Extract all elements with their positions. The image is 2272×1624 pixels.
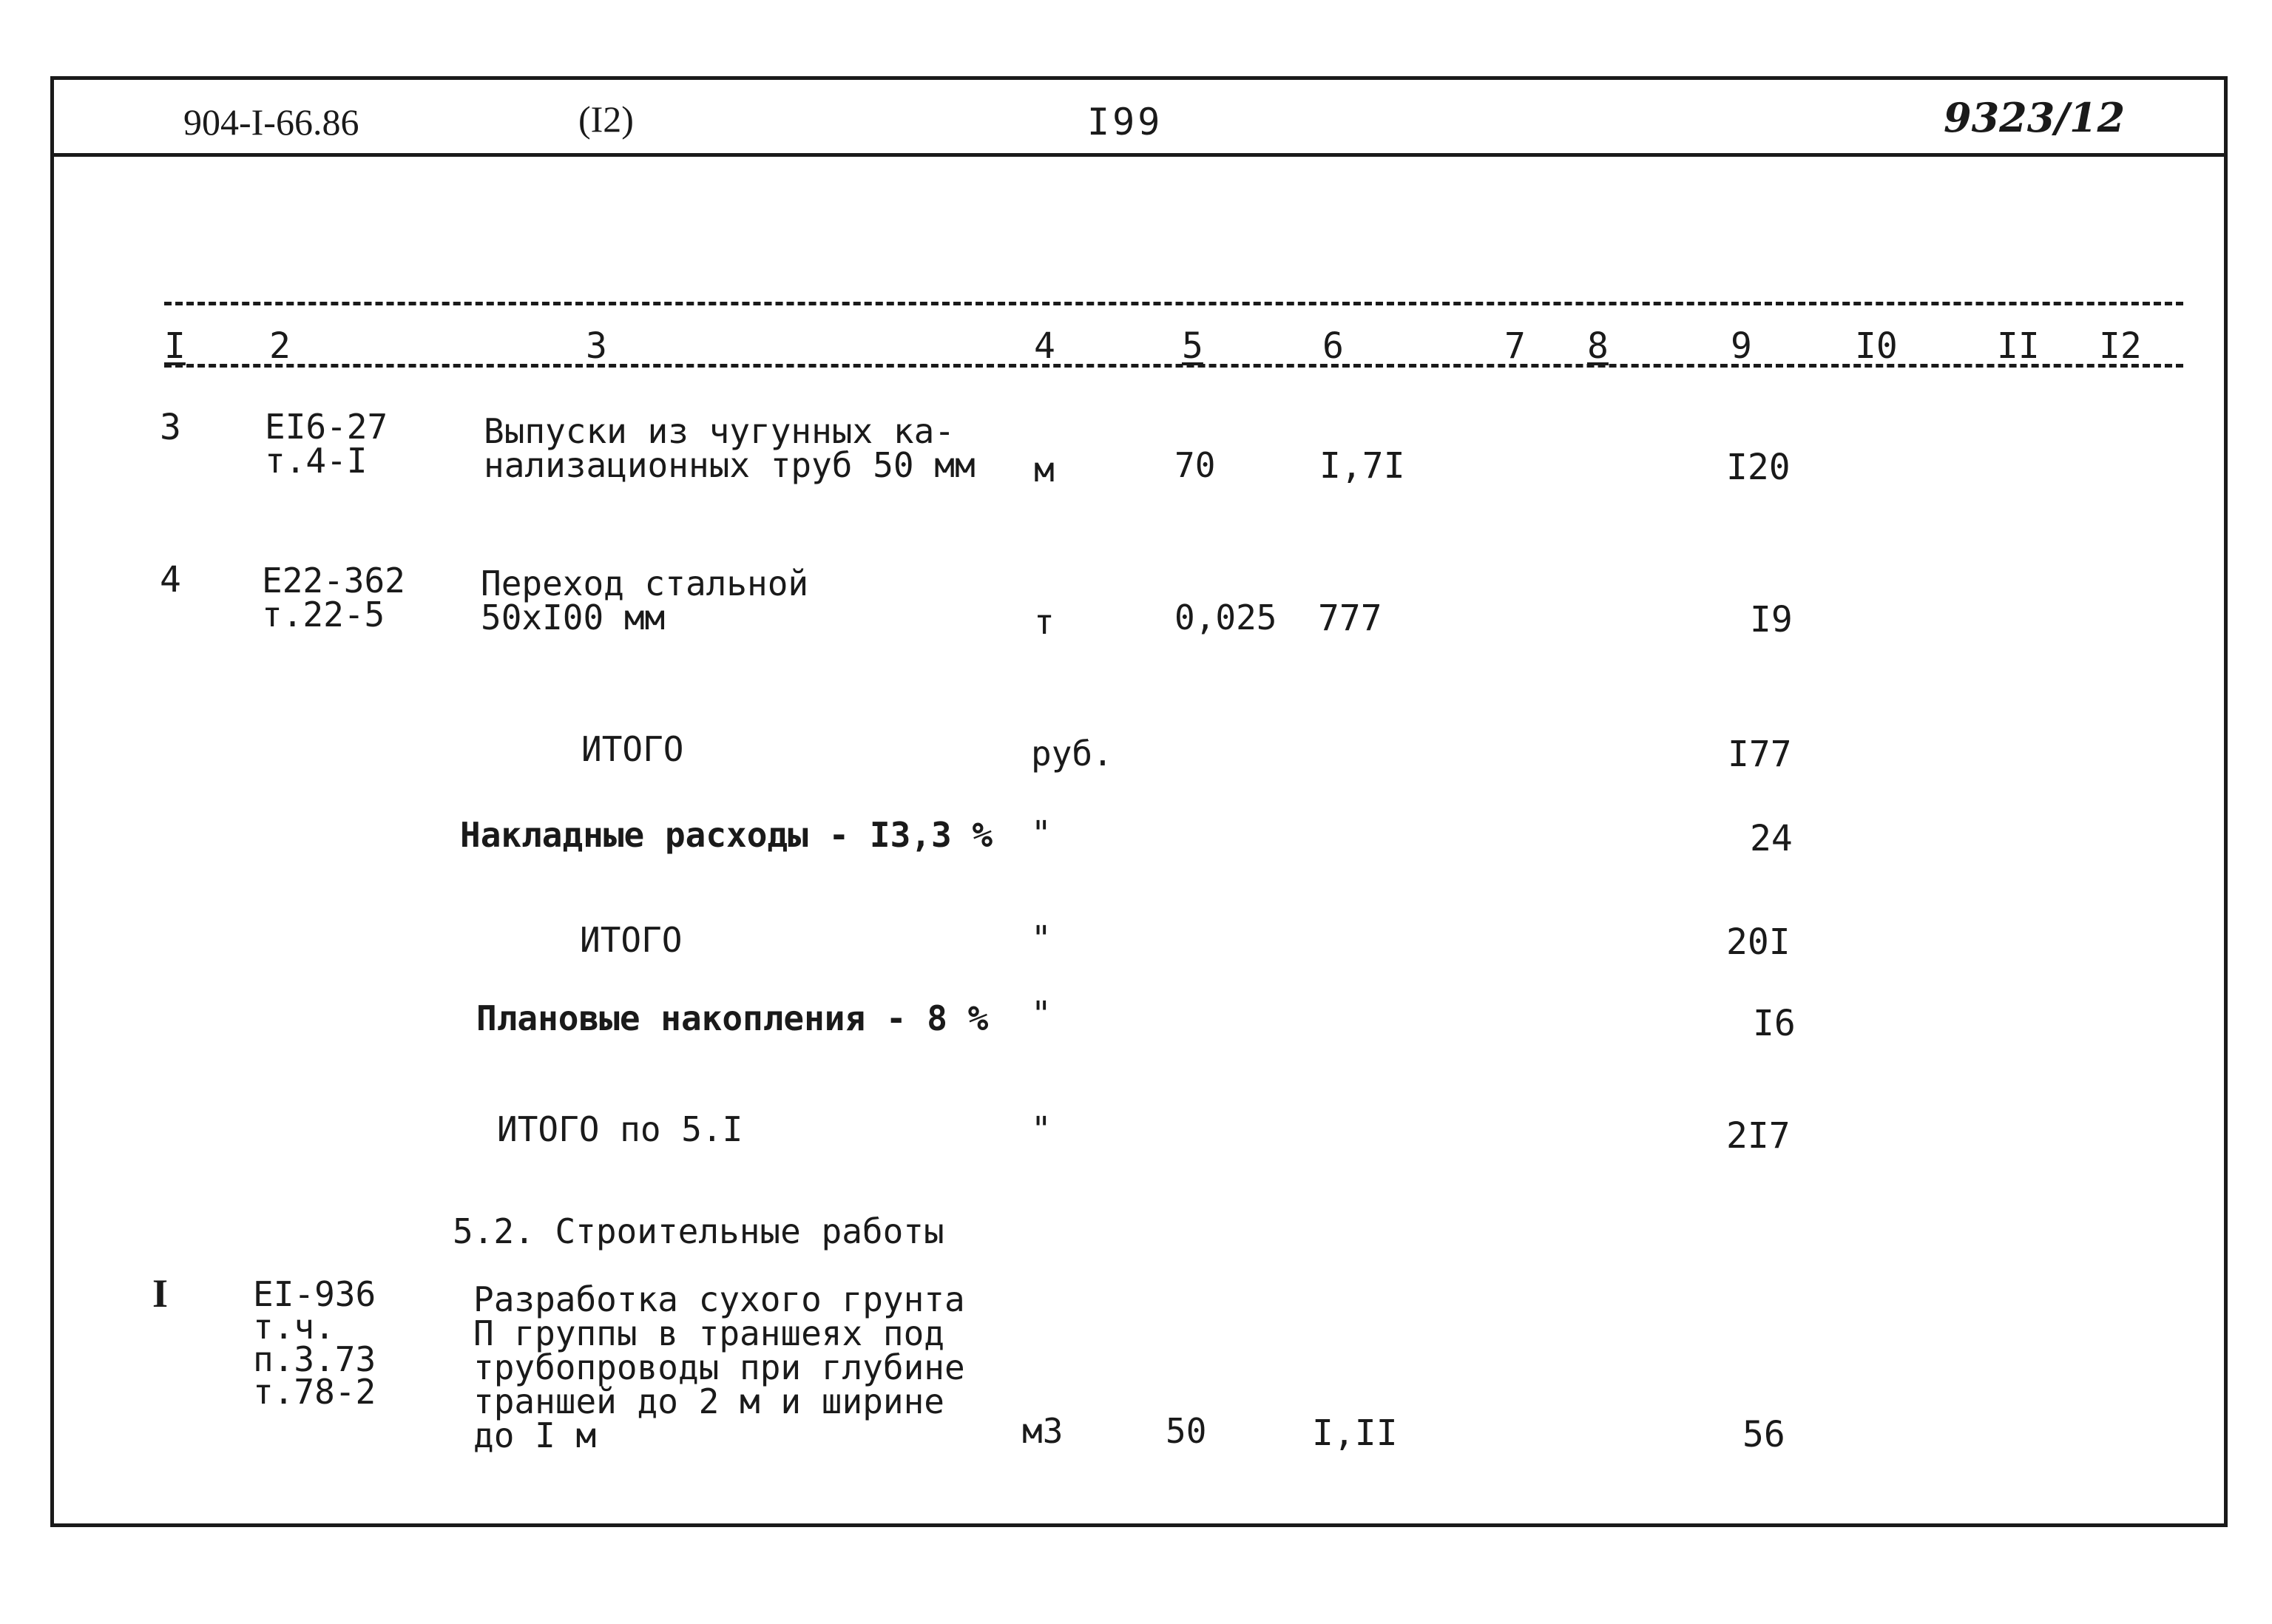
column-number-12: I2 xyxy=(2099,325,2142,367)
column-number-6: 6 xyxy=(1322,325,1344,367)
summary-total: I6 xyxy=(1753,1003,1796,1044)
quantity: 0,025 xyxy=(1174,598,1277,637)
column-header-top-dash xyxy=(164,302,2183,305)
column-number-7: 7 xyxy=(1504,325,1526,367)
summary-label: ИТОГО xyxy=(580,920,683,960)
unit-price: I,7I xyxy=(1319,445,1405,487)
summary-total: 2I7 xyxy=(1726,1115,1791,1157)
unit-price: 777 xyxy=(1318,598,1382,639)
page-frame xyxy=(50,76,2228,1527)
quantity: 50 xyxy=(1166,1411,1207,1451)
total-cost: I20 xyxy=(1726,447,1791,488)
column-number-10: I0 xyxy=(1855,325,1898,367)
total-cost: 56 xyxy=(1742,1414,1785,1455)
header-rule xyxy=(52,153,2228,157)
summary-unit: " xyxy=(1031,813,1052,853)
unit: м3 xyxy=(1022,1411,1064,1451)
norm-code: E22-362 т.22-5 xyxy=(262,561,405,635)
summary-unit: " xyxy=(1031,994,1052,1034)
column-number-11: II xyxy=(1997,325,2040,367)
column-number-8: 8 xyxy=(1587,325,1609,367)
unit: м xyxy=(1034,450,1055,490)
work-description: Выпуски из чугунных ка- нализационных труб 50 мм xyxy=(484,411,976,485)
work-description: Переход стальной 50хI00 мм xyxy=(481,564,809,637)
row-number: I xyxy=(152,1271,169,1316)
summary-label: ИТОГО по 5.I xyxy=(497,1109,743,1149)
summary-total: 24 xyxy=(1750,818,1793,859)
work-description: Разработка сухого грунта П группы в траншеях под трубопроводы при глубине траншей до 2 м и ширине до I м xyxy=(473,1279,965,1455)
summary-label: Накладные расходы - I3,3 % xyxy=(460,815,993,855)
summary-label: Плановые накопления - 8 % xyxy=(476,998,989,1038)
summary-total: I77 xyxy=(1728,734,1792,775)
unit-price: I,II xyxy=(1312,1412,1398,1454)
summary-label: ИТОГО xyxy=(581,729,684,769)
column-number-3: 3 xyxy=(586,325,607,367)
section-title: 5.2. Строительные работы xyxy=(453,1211,944,1251)
column-number-9: 9 xyxy=(1731,325,1752,367)
column-number-4: 4 xyxy=(1034,325,1055,367)
total-cost: I9 xyxy=(1750,599,1793,640)
handwritten-stamp: 9323/12 xyxy=(1944,94,2126,141)
page-number: I99 xyxy=(1087,101,1163,143)
document-code: 904-I-66.86 xyxy=(183,101,359,143)
sheet-reference: (I2) xyxy=(578,98,634,140)
column-number-1: I xyxy=(164,325,186,367)
column-number-2: 2 xyxy=(269,325,291,367)
summary-unit: " xyxy=(1031,918,1052,958)
norm-code: EI-936 т.ч. п.3.73 т.78-2 xyxy=(253,1274,376,1412)
unit: т xyxy=(1034,602,1055,642)
summary-total: 20I xyxy=(1726,921,1791,963)
summary-unit: руб. xyxy=(1031,734,1113,774)
summary-unit: " xyxy=(1031,1109,1052,1149)
row-number: 4 xyxy=(160,559,181,600)
norm-code: EI6-27 т.4-I xyxy=(265,407,388,481)
quantity: 70 xyxy=(1174,445,1216,485)
row-number: 3 xyxy=(160,407,181,448)
column-number-5: 5 xyxy=(1182,325,1203,367)
